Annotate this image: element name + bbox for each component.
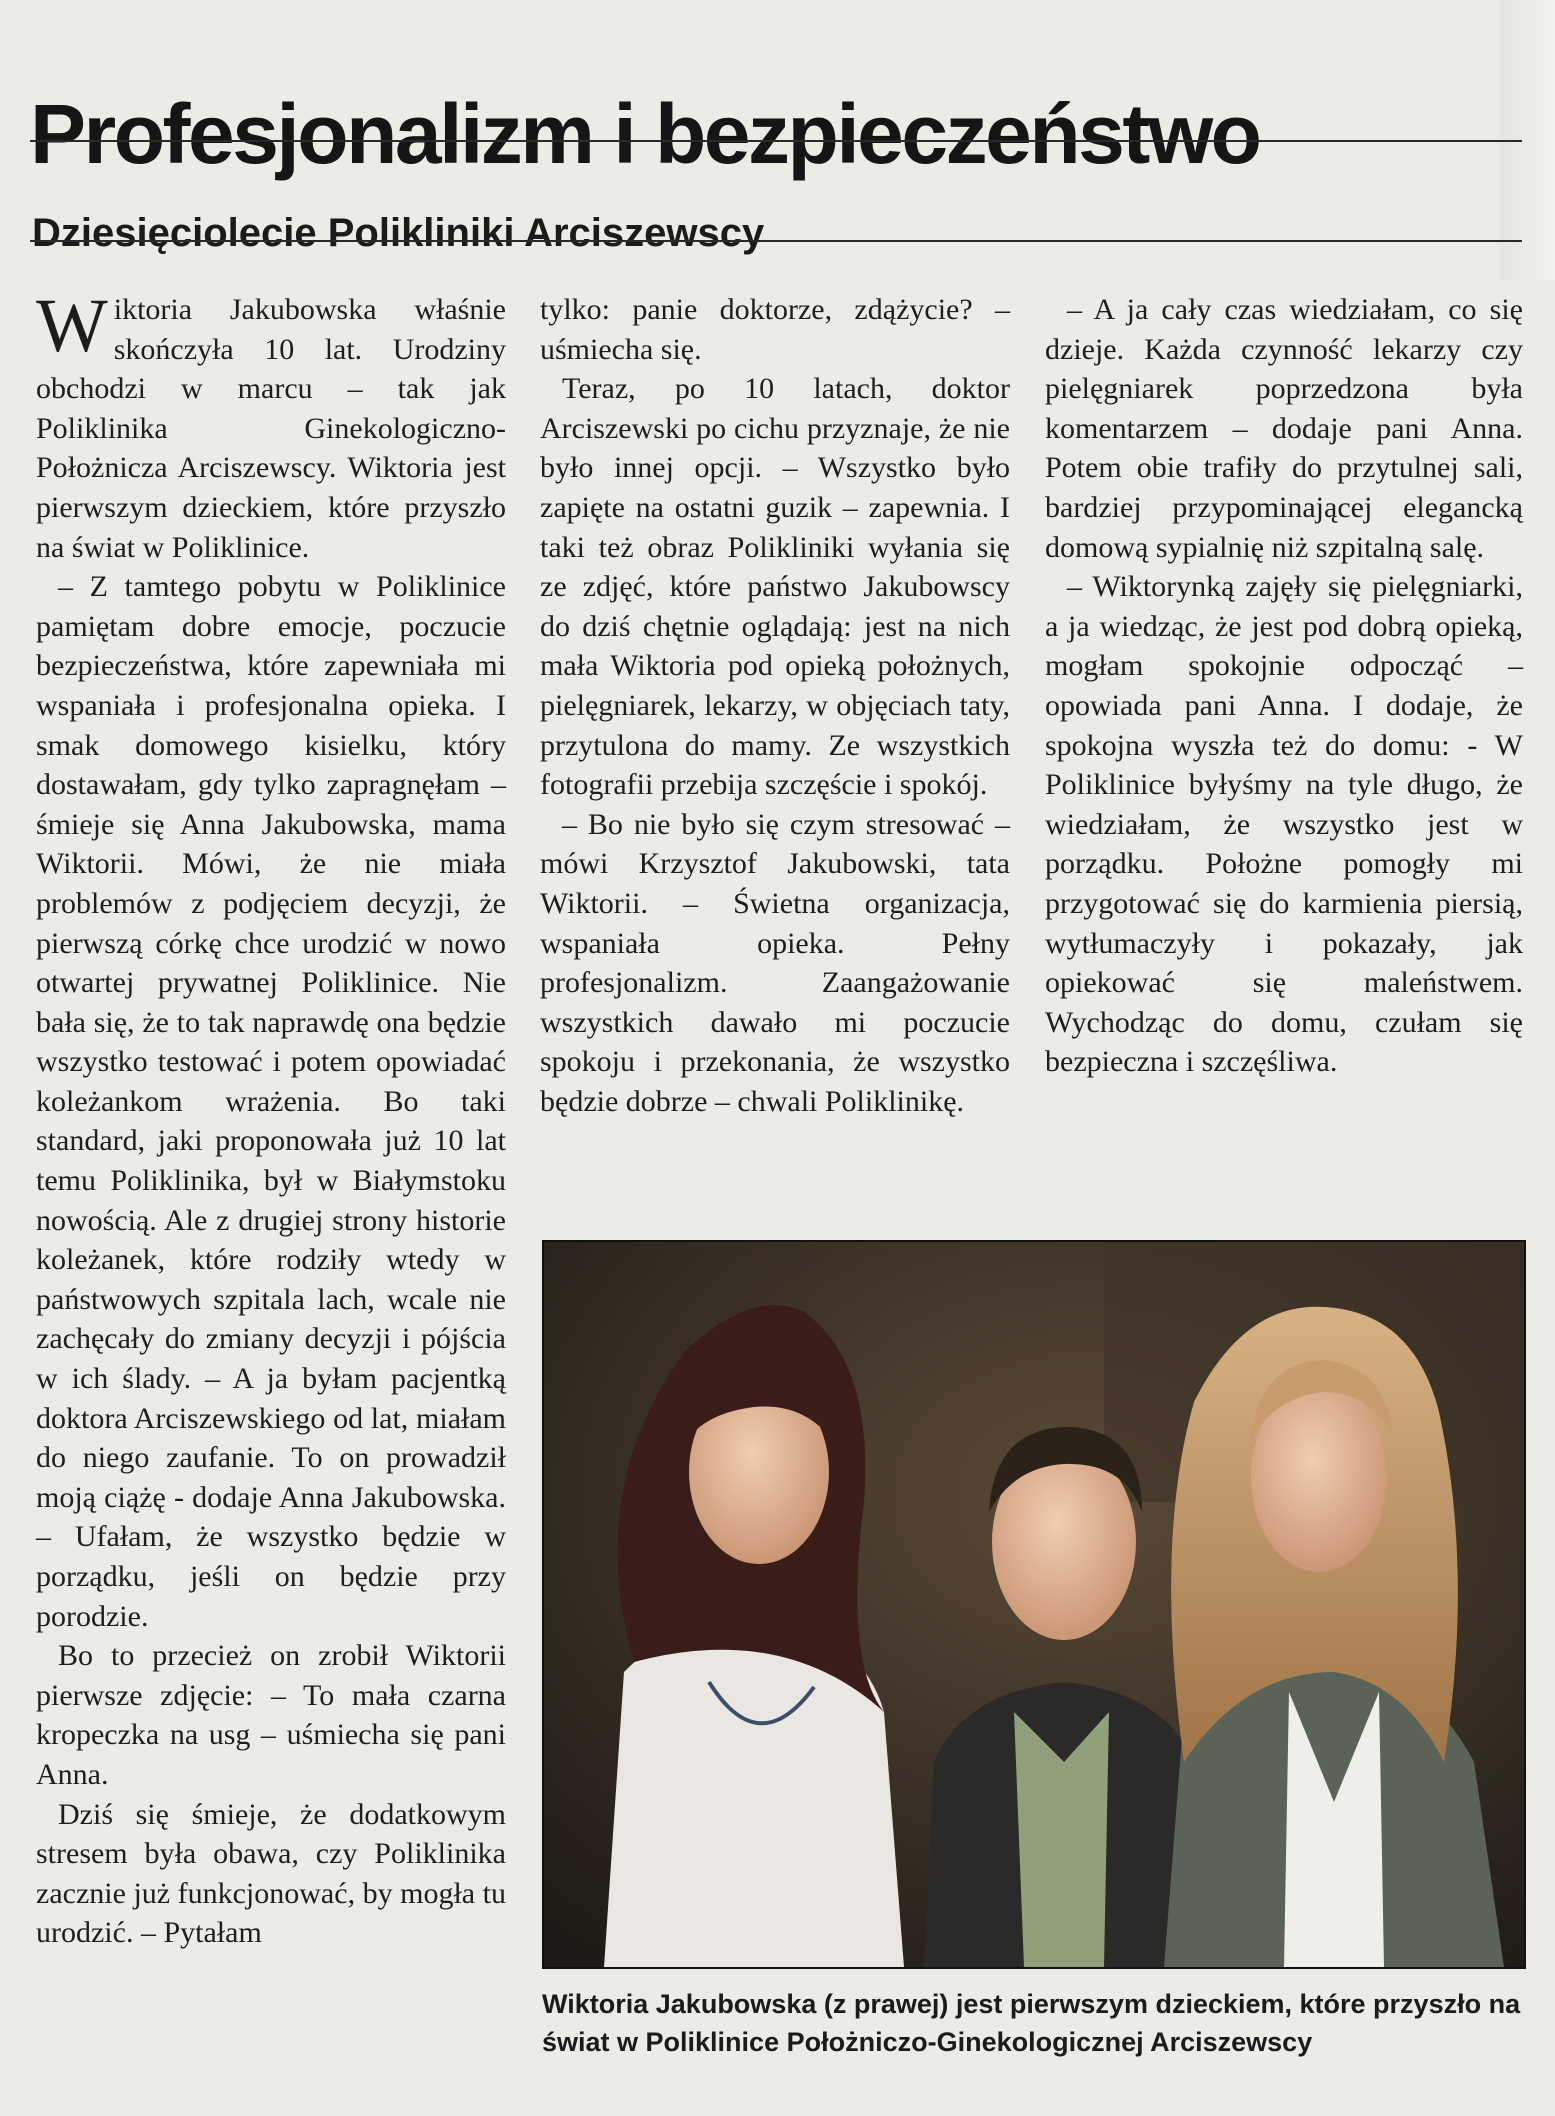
paragraph: – Z tamtego pobytu w Poliklinice pamiętam dobre emocje, poczucie bezpieczeństwa, które zapewniała mi wspaniała i profesjonalna opieka. I smak domowego kisielku, który dostawałam, gdy tylko zapragnęłam – śmieje się Anna Jakubowska, mama Wiktorii. Mówi, że nie miała problemów z podjęciem decyzji, że pierwszą córkę chce urodzić w nowo otwartej prywatnej Poliklinice. Nie bała się, że to tak naprawdę ona będzie wszystko testować i potem opowiadać koleżankom wrażenia. Bo taki standard, jaki proponowała już 10 lat temu Poliklinika, był w Białymstoku nowością. Ale z drugiej strony historie koleżanek, które rodziły wtedy w państwowych szpitala lach, wcale nie zachęcały do zmiany decyzji i pójścia w ich ślady. – A ja byłam pacjentką doktora Arciszewskiego od lat, miałam do niego zaufanie. To on prowadził moją ciążę - dodaje Anna Jakubowska. – Ufałam, że wszystko będzie w porządku, jeśli on będzie przy porodzie. [36,570,506,1633]
photo-caption: Wiktoria Jakubowska (z prawej) jest pierwszym dzieckiem, które przyszło na świat w Poliklinice Położniczo-Ginekologicznej Arciszewscy [542,1989,1521,2057]
paragraph: – A ja cały czas wiedziałam, co się dzieje. Każda czynność lekarzy czy pielęgniarek poprzedzona była komentarzem – dodaje pani Anna. Potem obie trafiły do przytulnej sali, bardziej przypominającej elegancką domową sypialnię niż szpitalną salę. [1045,293,1523,564]
paragraph: Bo to przecież on zrobił Wiktorii pierwsze zdjęcie: – To mała czarna kropeczka na usg – uśmiecha się pani Anna. [36,1639,506,1791]
paragraph: Wiktoria Jakubowska właśnie skończyła 10 lat. Urodziny obchodzi w marcu – tak jak Poliklinika Ginekologiczno-Położnicza Arciszewscy. Wiktoria jest pierwszym dzieckiem, które przyszło na świat w Poliklinice. [36,284,506,564]
subheadline-rule [30,240,1522,242]
article-column-1 [36,284,506,1953]
paragraph: Teraz, po 10 latach, doktor Arciszewski po cichu przyznaje, że nie było innej opcji. – Wszystko było zapięte na ostatni guzik – zapewnia. I taki też obraz Polikliniki wyłania się ze zdjęć, które państwo Jakubowscy do dziś chętnie oglądają: jest na nich mała Wiktoria pod opieką położnych, pielęgniarek, lekarzy, w objęciach taty, przytulona do mamy. Ze wszystkich fotografii przebija szczęście i spokój. [540,372,1010,802]
paragraph: – Wiktorynką zajęły się pielęgniarki, a ja wiedząc, że jest pod dobrą opieką, mogłam spokojnie odpocząć – opowiada pani Anna. I dodaje, że spokojna wyszła też do domu: - W Poliklinice byłyśmy na tyle długo, że wiedziałam, że wszystko jest w porządku. Położne pomogły mi przygotować się do karmienia piersią, wytłumaczyły i pokazały, jak opiekować się maleństwem. Wychodząc do domu, czułam się bezpieczna i szczęśliwa. [1045,570,1523,1079]
article-column-2 [540,290,1010,1121]
paragraph: tylko: panie doktorze, zdążycie? – uśmiecha się. [540,293,1010,366]
paragraph: Dziś się śmieje, że dodatkowym stresem była obawa, czy Poliklinika zacznie już funkcjonować, by mogła tu urodzić. – Pytałam [36,1797,506,1950]
family-photo [542,1240,1526,1969]
paragraph: – Bo nie było się czym stresować – mówi Krzysztof Jakubowski, tata Wiktorii. – Świetna organizacja, wspaniała opieka. Pełny profesjonalizm. Zaangażowanie wszystkich dawało mi poczucie spokoju i przekonania, że wszystko będzie dobrze – chwali Poliklinikę. [540,807,1010,1118]
article-column-3 [1045,290,1523,1082]
headline: Profesjonalizm i bezpieczeństwo [30,87,1260,182]
drop-cap: W [36,284,108,368]
headline-rule [30,140,1522,142]
subheadline: Dziesięciolecie Polikliniki Arciszewscy [32,211,765,256]
